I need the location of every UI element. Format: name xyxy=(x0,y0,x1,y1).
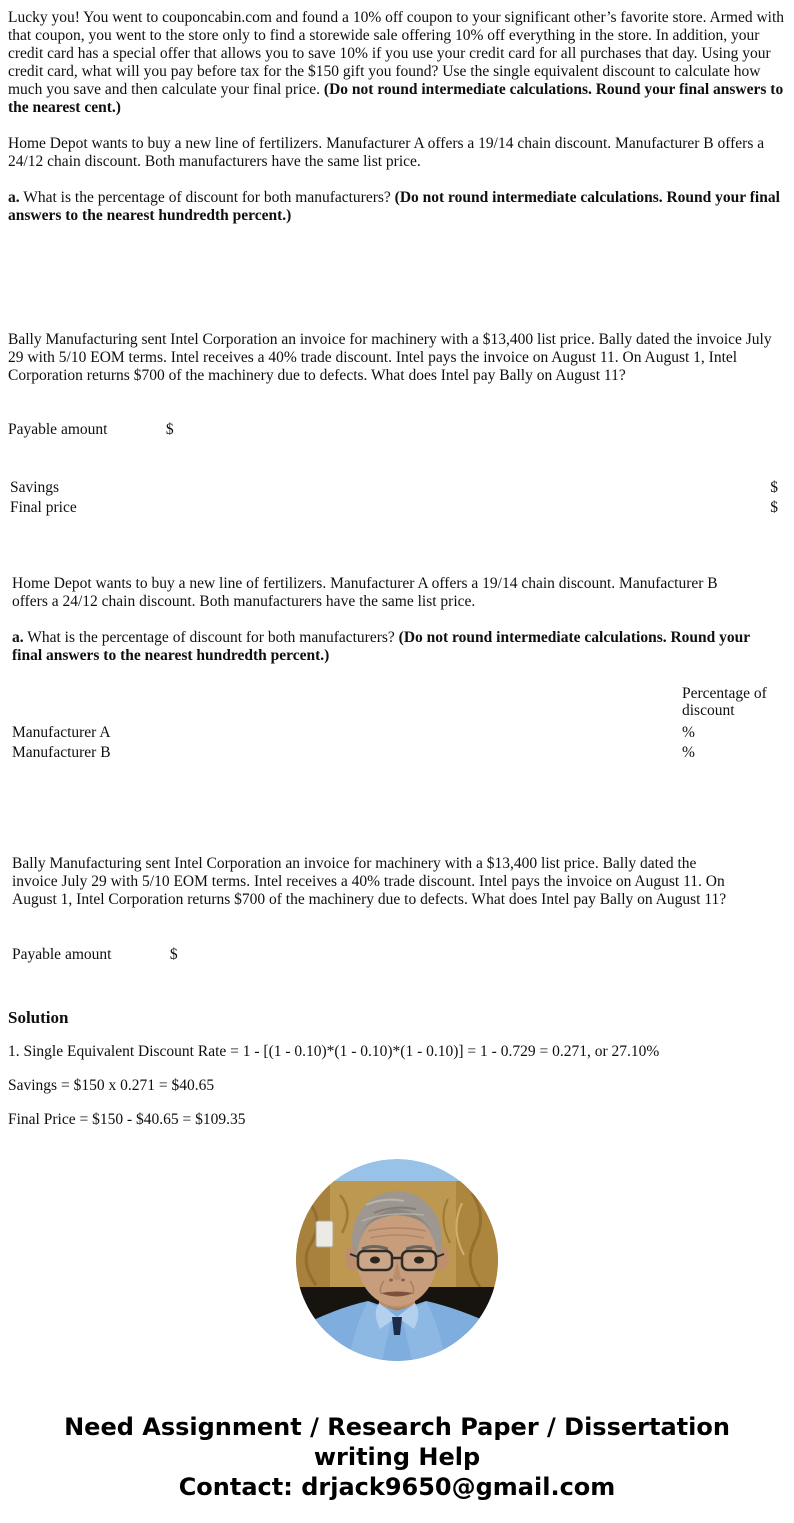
table-row xyxy=(12,723,786,743)
coupon-answer-block xyxy=(8,479,786,519)
payable-amount-label: Payable amount xyxy=(8,421,108,438)
savings-label: Savings xyxy=(10,479,60,496)
final-price-label: Final price xyxy=(10,499,77,516)
problem-coupon-text xyxy=(8,0,786,117)
footer-contact-email: Contact: drjack9650@gmail.com xyxy=(178,1473,616,1501)
discount-table xyxy=(12,685,786,763)
question-a-repeat xyxy=(12,629,774,665)
question-a-label: a. xyxy=(12,629,24,646)
payable-amount-row-repeat xyxy=(12,946,786,964)
table-row xyxy=(12,743,786,763)
problem-invoice-text: Bally Manufacturing sent Intel Corporation an invoice for machinery with a $13,400 list price. Bally dated the invoice July 29 with 5/10 EOM terms. Intel receives a 40% trade discount. Intel pays the invoice on August 11. On August 1, Intel Corporation returns $700 of the machinery due to defects. What does Intel pay Bally on August 11? xyxy=(8,331,772,384)
payable-amount-row xyxy=(8,421,786,439)
footer-line: writing Help xyxy=(313,1443,481,1471)
problem-coupon-bold-note: (Do not round intermediate calculations. Round your final answers to the nearest cent.) xyxy=(8,81,784,116)
question-a-text: What is the percentage of discount for both manufacturers? xyxy=(23,189,391,206)
question-a-text: What is the percentage of discount for both manufacturers? xyxy=(27,629,395,646)
footer-banner xyxy=(0,1412,794,1502)
question-a-bold-note: (Do not round intermediate calculations. Round your final answers to the nearest hundredth percent.) xyxy=(8,189,780,224)
solution-heading: Solution xyxy=(8,1008,69,1027)
problem-invoice-text-repeat: Bally Manufacturing sent Intel Corporation an invoice for machinery with a $13,400 list price. Bally dated the invoice July 29 with 5/10 EOM terms. Intel receives a 40% trade discount. Intel pays the invoice on August 11. On August 1, Intel Corporation returns $700 of the machinery due to defects. What does Intel pay Bally on August 11? xyxy=(12,855,727,908)
final-price-row xyxy=(8,499,786,519)
currency-symbol: $ xyxy=(770,499,778,516)
problem-chain-discount-text-repeat: Home Depot wants to buy a new line of fertilizers. Manufacturer A offers a 19/14 chain discount. Manufacturer B offers a 24/12 chain discount. Both manufacturers have the same list price. xyxy=(12,575,718,610)
payable-amount-label: Payable amount xyxy=(12,946,112,963)
tutor-avatar xyxy=(296,1159,498,1361)
problem-coupon-body: Lucky you! You went to couponcabin.com and found a 10% off coupon to your significant other’s favorite store. Armed with that coupon, you went to the store only to find a storewide sale offering 10% off everything in the store. In addition, your credit card has a special offer that allows you to save 10% if you use your credit card for all purchases that day. Using your credit card, what will you pay before tax for the $150 gift you found? Use the single equivalent discount to calculate how much you save and then calculate your final price. xyxy=(8,9,784,98)
manufacturer-b-label: Manufacturer B xyxy=(12,744,111,761)
wall-outlet xyxy=(316,1221,333,1247)
discount-table-column-header: Percentage of discount xyxy=(682,685,767,719)
percent-symbol: % xyxy=(682,724,695,741)
question-a-bold-note: (Do not round intermediate calculations. Round your final answers to the nearest hundredth percent.) xyxy=(12,629,750,664)
question-a xyxy=(8,189,786,225)
percent-symbol: % xyxy=(682,744,695,761)
tutor-photo-container xyxy=(0,1159,794,1361)
manufacturer-a-label: Manufacturer A xyxy=(12,724,111,741)
problem-chain-discount-text: Home Depot wants to buy a new line of fertilizers. Manufacturer A offers a 19/14 chain discount. Manufacturer B offers a 24/12 chain discount. Both manufacturers have the same list price. xyxy=(8,135,765,170)
solution-step-2: Savings = $150 x 0.271 = $40.65 xyxy=(8,1077,215,1094)
currency-symbol: $ xyxy=(169,946,178,963)
question-a-label: a. xyxy=(8,189,20,206)
savings-row xyxy=(8,479,786,499)
currency-symbol: $ xyxy=(165,421,174,438)
footer-line: Need Assignment / Research Paper / Dissertation xyxy=(64,1413,730,1441)
currency-symbol: $ xyxy=(770,479,778,496)
solution-step-1: 1. Single Equivalent Discount Rate = 1 - [(1 - 0.10)*(1 - 0.10)*(1 - 0.10)] = 1 - 0.729 = 0.271, or 27.10% xyxy=(8,1043,660,1060)
solution-step-3: Final Price = $150 - $40.65 = $109.35 xyxy=(8,1111,246,1128)
